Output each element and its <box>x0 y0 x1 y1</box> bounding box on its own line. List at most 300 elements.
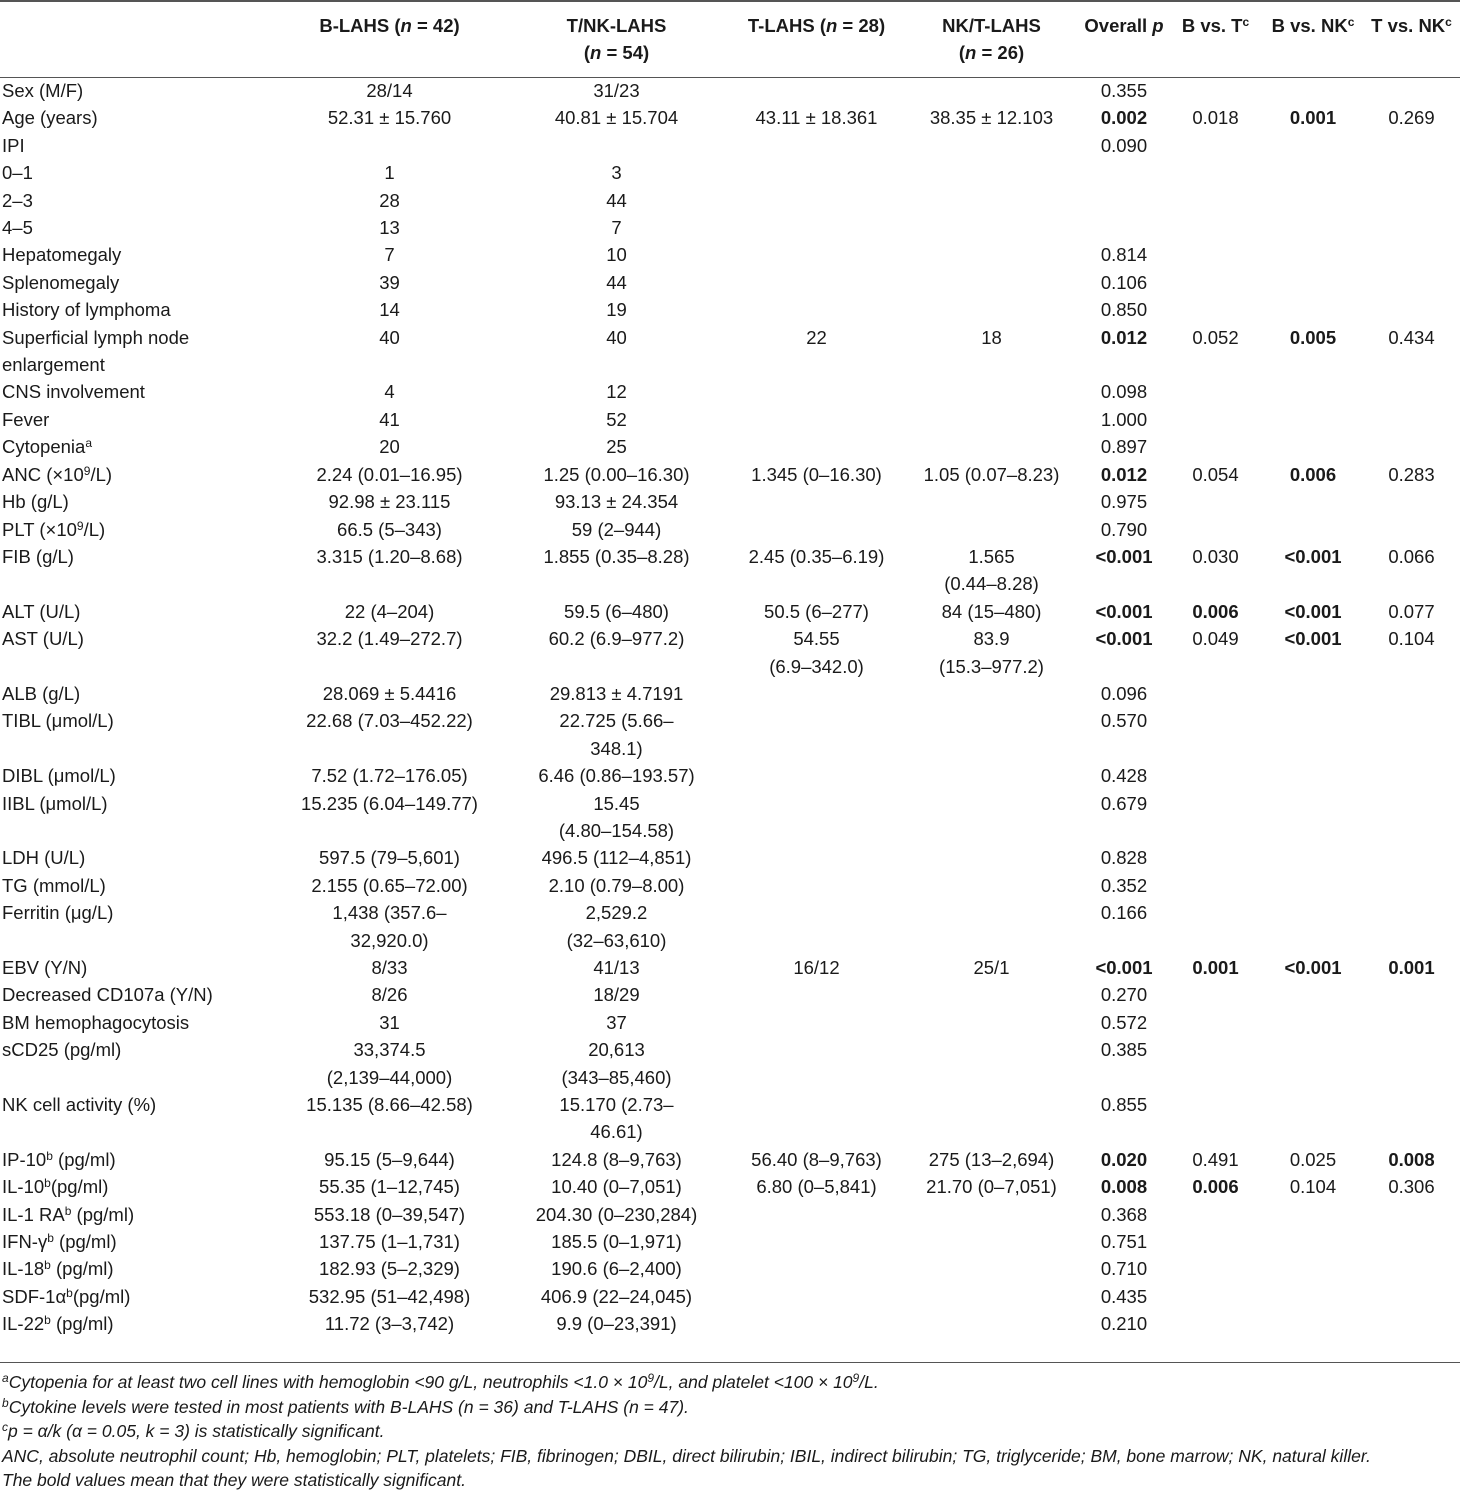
table-row <box>0 187 1460 214</box>
cell-nk <box>903 516 1080 543</box>
cell-tvnk <box>1363 132 1460 159</box>
cell-nk <box>903 1173 1080 1200</box>
cell-t <box>730 1255 903 1282</box>
cell-text: 10 <box>606 244 627 266</box>
cell-tvnk <box>1363 1091 1460 1146</box>
cell-tnk <box>503 543 730 598</box>
row-label <box>0 1201 276 1228</box>
cell-bnk <box>1263 406 1363 433</box>
cell-b <box>276 296 503 323</box>
cell-t <box>730 159 903 186</box>
cell-nk <box>903 790 1080 845</box>
table-row <box>0 296 1460 323</box>
cell-tvnk <box>1363 1146 1460 1173</box>
cell-b <box>276 269 503 296</box>
table-row <box>0 598 1460 625</box>
cell-nk <box>903 433 1080 460</box>
cell-text: 55.35 (1–12,745) <box>319 1176 460 1198</box>
cell-p <box>1080 104 1168 131</box>
row-label <box>0 77 276 104</box>
header-b-lahs: B-LAHS (n = 42) <box>319 15 460 36</box>
cell-text: ANC (×10 <box>2 463 84 485</box>
cell-text: 10.40 (0–7,051) <box>551 1176 682 1198</box>
cell-text: 95.15 (5–9,644) <box>324 1148 455 1170</box>
cell-text: 1.855 (0.35–8.28) <box>543 545 690 567</box>
cell-text: 60.2 (6.9–977.2) <box>548 628 685 650</box>
cell-nk <box>903 1146 1080 1173</box>
cell-bt <box>1168 1201 1263 1228</box>
cell-text: IPI <box>2 134 25 156</box>
cell-text: 0.570 <box>1100 710 1148 732</box>
cell-p <box>1080 132 1168 159</box>
cell-bt <box>1168 1146 1263 1173</box>
cell-tvnk <box>1363 77 1460 104</box>
cell-bnk <box>1263 1283 1363 1310</box>
cell-p <box>1080 296 1168 323</box>
cell-text: 348.1) <box>590 737 643 759</box>
cell-nk <box>903 1009 1080 1036</box>
cell-text: 66.5 (5–343) <box>337 518 442 540</box>
cell-nk <box>903 187 1080 214</box>
cell-text: 25/1 <box>973 957 1010 978</box>
cell-nk <box>903 324 1080 379</box>
cell-text: 0.006 <box>1192 600 1239 622</box>
cell-bnk <box>1263 1036 1363 1091</box>
cell-bnk <box>1263 104 1363 131</box>
cell-text: <0.001 <box>1095 628 1153 650</box>
cell-text: 553.18 (0–39,547) <box>313 1203 466 1225</box>
cell-tvnk <box>1363 516 1460 543</box>
cell-bnk <box>1263 872 1363 899</box>
cell-tnk <box>503 981 730 1008</box>
cell-text: 190.6 (6–2,400) <box>551 1258 682 1280</box>
cell-text: 182.93 (5–2,329) <box>319 1258 460 1280</box>
cell-text: 0.435 <box>1100 1285 1148 1307</box>
cell-bt <box>1168 981 1263 1008</box>
cell-text: Hb (g/L) <box>2 491 69 513</box>
cell-text: 597.5 (79–5,601) <box>319 847 460 869</box>
cell-text: 44 <box>606 271 627 293</box>
cell-text: 0.355 <box>1100 80 1148 101</box>
cell-text: 1.345 (0–16.30) <box>751 463 882 485</box>
cell-b <box>276 461 503 488</box>
cell-text: 0.030 <box>1192 545 1239 567</box>
cell-bnk <box>1263 187 1363 214</box>
cell-text: 52 <box>606 408 627 430</box>
cell-tnk <box>503 1091 730 1146</box>
cell-text: 8/26 <box>371 984 408 1006</box>
cell-bnk <box>1263 598 1363 625</box>
table-row <box>0 1173 1460 1200</box>
table-row <box>0 954 1460 981</box>
cell-nk <box>903 1201 1080 1228</box>
cell-t <box>730 77 903 104</box>
table-row <box>0 1310 1460 1337</box>
cell-text: 20,613 <box>588 1039 645 1061</box>
cell-t <box>730 132 903 159</box>
cell-b <box>276 1146 503 1173</box>
cell-text: 4–5 <box>2 217 33 239</box>
cell-text: 0.975 <box>1100 491 1148 513</box>
cell-text: 3 <box>611 162 622 184</box>
cell-text: 0.855 <box>1100 1094 1148 1116</box>
cell-text: 3.315 (1.20–8.68) <box>316 545 463 567</box>
table-row <box>0 899 1460 954</box>
cell-tvnk <box>1363 241 1460 268</box>
row-label <box>0 104 276 131</box>
cell-tnk <box>503 762 730 789</box>
cell-t <box>730 516 903 543</box>
cell-text: (pg/ml) <box>50 1313 114 1335</box>
cell-tnk <box>503 1009 730 1036</box>
cell-tnk <box>503 790 730 845</box>
cell-bt <box>1168 241 1263 268</box>
cell-t <box>730 981 903 1008</box>
cell-b <box>276 1255 503 1282</box>
cell-p <box>1080 488 1168 515</box>
cell-text: 0.850 <box>1100 299 1148 321</box>
cell-b <box>276 762 503 789</box>
cell-text: (4.80–154.58) <box>558 819 675 841</box>
cell-text: NK cell activity (%) <box>2 1094 157 1116</box>
cell-text: <0.001 <box>1095 957 1153 978</box>
cell-text: 22.68 (7.03–452.22) <box>306 710 473 732</box>
cell-bnk <box>1263 1310 1363 1337</box>
cell-bt <box>1168 1310 1263 1337</box>
cell-text: p = α/k (α = 0.05, k = 3) is statistically significant. <box>8 1421 385 1442</box>
footnote-marker: c <box>2 1420 8 1435</box>
cell-text: 25 <box>606 436 627 458</box>
cell-text: 0.210 <box>1100 1313 1148 1335</box>
cell-text: Sex (M/F) <box>2 80 84 101</box>
cell-text: 0.008 <box>1100 1176 1148 1198</box>
cell-text: Decreased CD107a (Y/N) <box>2 984 213 1006</box>
cell-text: 2.155 (0.65–72.00) <box>311 874 468 896</box>
row-label <box>0 132 276 159</box>
cell-text: 18/29 <box>593 984 640 1006</box>
row-label <box>0 872 276 899</box>
table-row <box>0 269 1460 296</box>
cell-tnk <box>503 707 730 762</box>
table-row <box>0 516 1460 543</box>
cell-text: 37 <box>606 1011 627 1033</box>
cell-text: 19 <box>606 299 627 321</box>
header-overall-p: Overall p <box>1084 15 1164 36</box>
table-row <box>0 77 1460 104</box>
cell-nk <box>903 488 1080 515</box>
cell-text: IFN-γ <box>2 1231 48 1253</box>
table-row <box>0 1091 1460 1146</box>
cell-nk <box>903 707 1080 762</box>
cell-bnk <box>1263 981 1363 1008</box>
cell-text: 0.098 <box>1100 381 1148 403</box>
label-superscript: b <box>64 1203 72 1218</box>
cell-p <box>1080 1283 1168 1310</box>
header-label <box>0 12 276 77</box>
cell-text: 0.054 <box>1192 463 1239 485</box>
cell-text: sCD25 (pg/ml) <box>2 1039 122 1061</box>
cell-p <box>1080 269 1168 296</box>
cell-b <box>276 1283 503 1310</box>
cell-bnk <box>1263 762 1363 789</box>
row-label <box>0 1310 276 1337</box>
cell-nk <box>903 378 1080 405</box>
cell-text: 124.8 (8–9,763) <box>551 1148 682 1170</box>
cell-text: 0.572 <box>1100 1011 1148 1033</box>
cell-bnk <box>1263 625 1363 680</box>
cell-nk <box>903 77 1080 104</box>
header-t-lahs: T-LAHS (n = 28) <box>747 15 886 36</box>
cell-bnk <box>1263 159 1363 186</box>
cell-bt <box>1168 680 1263 707</box>
cell-text: Fever <box>2 408 50 430</box>
cell-text: 0.104 <box>1388 628 1435 650</box>
cell-t <box>730 954 903 981</box>
cell-b <box>276 1310 503 1337</box>
cell-text: <0.001 <box>1284 628 1342 650</box>
cell-t <box>730 214 903 241</box>
table-row <box>0 433 1460 460</box>
cell-tnk <box>503 488 730 515</box>
footnote-line <box>2 1370 1452 1395</box>
cell-tnk <box>503 77 730 104</box>
cell-text: 0.679 <box>1100 792 1148 814</box>
cell-tvnk <box>1363 1255 1460 1282</box>
cell-text: 532.95 (51–42,498) <box>308 1285 471 1307</box>
cell-bt <box>1168 77 1263 104</box>
cell-tvnk <box>1363 378 1460 405</box>
row-label <box>0 461 276 488</box>
cell-tvnk <box>1363 159 1460 186</box>
cell-text: 0.018 <box>1192 107 1239 129</box>
cell-bt <box>1168 159 1263 186</box>
cell-b <box>276 516 503 543</box>
cell-text: 44 <box>606 189 627 211</box>
cell-bnk <box>1263 378 1363 405</box>
cell-t <box>730 488 903 515</box>
cell-tvnk <box>1363 1283 1460 1310</box>
cell-text: 0.106 <box>1100 271 1148 293</box>
cell-bt <box>1168 543 1263 598</box>
cell-text: ALT (U/L) <box>2 600 81 622</box>
footnote-marker: a <box>2 1371 9 1385</box>
cell-text: FIB (g/L) <box>2 545 74 567</box>
cell-b <box>276 954 503 981</box>
cell-text: (pg/ml) <box>72 1285 131 1307</box>
cell-nk <box>903 1036 1080 1091</box>
cell-tnk <box>503 132 730 159</box>
row-label <box>0 1036 276 1091</box>
cell-b <box>276 488 503 515</box>
row-label <box>0 1009 276 1036</box>
cell-text: Cytopenia <box>2 436 86 458</box>
cell-bnk <box>1263 132 1363 159</box>
cell-b <box>276 1228 503 1255</box>
cell-t <box>730 1173 903 1200</box>
row-label <box>0 762 276 789</box>
cell-bt <box>1168 1036 1263 1091</box>
table-row <box>0 1255 1460 1282</box>
cell-text: 40 <box>379 326 400 348</box>
cell-tnk <box>503 406 730 433</box>
cell-bnk <box>1263 1201 1363 1228</box>
cell-text: 0.270 <box>1100 984 1148 1006</box>
cell-tnk <box>503 104 730 131</box>
cell-text: IIBL (μmol/L) <box>2 792 108 814</box>
cell-p <box>1080 981 1168 1008</box>
footnote-superscript: 9 <box>647 1371 655 1385</box>
cell-b <box>276 899 503 954</box>
cell-text: 92.98 ± 23.115 <box>328 491 451 513</box>
cell-t <box>730 844 903 871</box>
cell-text: IL-1 RA <box>2 1203 65 1225</box>
cell-text: SDF-1α <box>2 1285 67 1307</box>
table-row <box>0 324 1460 379</box>
cell-p <box>1080 707 1168 762</box>
cell-bnk <box>1263 269 1363 296</box>
cell-text: 31/23 <box>593 80 640 101</box>
table-row <box>0 159 1460 186</box>
cell-text: /L. <box>859 1372 879 1392</box>
cell-bt <box>1168 433 1263 460</box>
cell-bnk <box>1263 1009 1363 1036</box>
cell-tnk <box>503 187 730 214</box>
cell-bt <box>1168 296 1263 323</box>
table-row <box>0 680 1460 707</box>
cell-tvnk <box>1363 707 1460 762</box>
cell-text: 0.005 <box>1289 326 1337 348</box>
cell-tnk <box>503 1310 730 1337</box>
cell-text: 16/12 <box>793 957 840 978</box>
cell-bt <box>1168 488 1263 515</box>
cell-text: 13 <box>379 217 400 239</box>
cell-text: 38.35 ± 12.103 <box>929 107 1054 129</box>
cell-text: 0.491 <box>1192 1148 1239 1170</box>
cell-tvnk <box>1363 187 1460 214</box>
cell-p <box>1080 1009 1168 1036</box>
footnote-line <box>2 1395 1452 1420</box>
row-label <box>0 625 276 680</box>
cell-bt <box>1168 899 1263 954</box>
cell-bnk <box>1263 1255 1363 1282</box>
cell-text: 2.24 (0.01–16.95) <box>316 463 463 485</box>
cell-b <box>276 1091 503 1146</box>
cell-bt <box>1168 1173 1263 1200</box>
cell-text: 21.70 (0–7,051) <box>926 1176 1057 1198</box>
cell-tvnk <box>1363 1310 1460 1337</box>
cell-b <box>276 1036 503 1091</box>
label-superscript: b <box>44 1258 51 1273</box>
cell-t <box>730 707 903 762</box>
cell-text: 0.104 <box>1289 1176 1337 1198</box>
cell-text: 0.002 <box>1100 107 1148 129</box>
cell-p <box>1080 899 1168 954</box>
cell-t <box>730 680 903 707</box>
cell-text: EBV (Y/N) <box>2 957 88 978</box>
cell-tnk <box>503 269 730 296</box>
cell-tnk <box>503 159 730 186</box>
cell-bnk <box>1263 1228 1363 1255</box>
cell-tnk <box>503 461 730 488</box>
cell-b <box>276 104 503 131</box>
cell-text: 32,920.0) <box>350 929 429 951</box>
cell-text: 84 (15–480) <box>941 600 1042 622</box>
row-label <box>0 406 276 433</box>
cell-p <box>1080 872 1168 899</box>
table-row <box>0 981 1460 1008</box>
cell-p <box>1080 214 1168 241</box>
row-label <box>0 324 276 379</box>
cell-text: 2,529.2 <box>585 902 648 924</box>
header-b-vs-t: B vs. $T^c$ <box>1181 15 1250 36</box>
table-row <box>0 543 1460 598</box>
cell-text: 0.096 <box>1100 682 1148 704</box>
cell-bnk <box>1263 77 1363 104</box>
cell-text: 4 <box>384 381 395 403</box>
cell-text: <0.001 <box>1284 600 1342 622</box>
cell-p <box>1080 954 1168 981</box>
cell-tnk <box>503 954 730 981</box>
table-bottom-rule <box>0 1362 1460 1363</box>
cell-nk <box>903 598 1080 625</box>
cell-tvnk <box>1363 981 1460 1008</box>
row-label <box>0 707 276 762</box>
label-superscript: b <box>47 1231 54 1246</box>
cell-tvnk <box>1363 872 1460 899</box>
header-b-vs-nk: B vs. $NK^c$ <box>1271 15 1355 36</box>
table-row <box>0 104 1460 131</box>
cell-text: 275 (13–2,694) <box>928 1148 1055 1170</box>
cell-tvnk <box>1363 324 1460 379</box>
cell-text: 7.52 (1.72–176.05) <box>311 765 468 787</box>
cell-text: 28 <box>379 189 400 211</box>
cell-bt <box>1168 324 1263 379</box>
cell-text: 0.166 <box>1100 902 1148 924</box>
cell-p <box>1080 433 1168 460</box>
cell-b <box>276 324 503 379</box>
cell-p <box>1080 598 1168 625</box>
cell-bt <box>1168 1009 1263 1036</box>
cell-nk <box>903 1310 1080 1337</box>
cell-text: 46.61) <box>590 1121 643 1143</box>
cell-p <box>1080 461 1168 488</box>
cell-text: Cytokine levels were tested in most patients with B-LAHS (n = 36) and T-LAHS (n = 47). <box>8 1396 689 1417</box>
cell-t <box>730 762 903 789</box>
cell-text: 0.306 <box>1388 1176 1435 1198</box>
table-row <box>0 1201 1460 1228</box>
cell-b <box>276 378 503 405</box>
table-row <box>0 378 1460 405</box>
cell-p <box>1080 1146 1168 1173</box>
cell-p <box>1080 680 1168 707</box>
cell-p <box>1080 516 1168 543</box>
cell-text: 54.55 <box>793 628 840 650</box>
table-row <box>0 872 1460 899</box>
cell-t <box>730 269 903 296</box>
footnotes <box>2 1370 1452 1493</box>
cell-text: IL-22 <box>2 1313 45 1335</box>
table-body <box>0 77 1460 1338</box>
cell-text: The bold values mean that they were statistically significant. <box>2 1470 466 1491</box>
cell-text: 31 <box>379 1011 400 1033</box>
cell-text: /L, and platelet <100 × 10 <box>654 1372 853 1392</box>
cell-text: 496.5 (112–4,851) <box>541 847 692 869</box>
cell-text: 0.368 <box>1100 1203 1148 1225</box>
cell-text: 32.2 (1.49–272.7) <box>316 628 463 650</box>
header-row <box>0 12 1460 77</box>
label-superscript: b <box>44 1176 51 1191</box>
cell-text: 28.069 ± 5.4416 <box>322 682 457 704</box>
